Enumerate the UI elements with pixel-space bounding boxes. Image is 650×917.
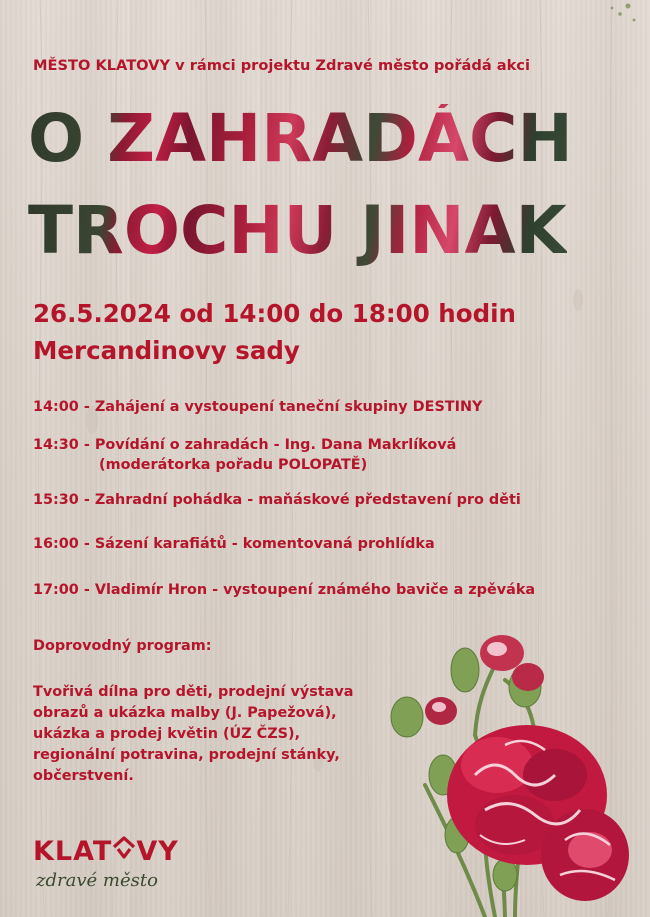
program-item: 17:00 - Vladimír Hron - vystoupení známého baviče a zpěváka bbox=[33, 582, 536, 598]
program-text: Povídání o zahradách - Ing. Dana Makrlíková bbox=[94, 437, 457, 453]
program-continuation: (moderátorka pořadu POLOPATĚ) bbox=[99, 457, 368, 473]
program-item: 15:30 - Zahradní pohádka - maňáskové představení pro děti bbox=[33, 492, 521, 508]
event-date: 26.5.2024 od 14:00 do 18:00 hodin bbox=[33, 299, 516, 328]
program-item: 14:00 - Zahájení a vystoupení taneční skupiny DESTINY bbox=[33, 399, 483, 415]
program-time: 14:30 bbox=[33, 437, 79, 453]
program-time: 14:00 bbox=[33, 399, 79, 415]
program-text: Vladimír Hron - vystoupení známého baviče a zpěváka bbox=[94, 582, 536, 598]
event-place: Mercandinovy sady bbox=[33, 336, 300, 365]
accompanying-line: regionální potravina, prodejní stánky, bbox=[33, 747, 340, 763]
program-time: 17:00 bbox=[33, 582, 79, 598]
program-text: Sázení karafiátů - komentovaná prohlídka bbox=[94, 536, 435, 552]
accompanying-line: obrazů a ukázka malby (J. Papežová), bbox=[33, 705, 337, 721]
program-text: Zahájení a vystoupení taneční skupiny DESTINY bbox=[94, 399, 483, 415]
title-line-2: TROCHU JINAK bbox=[28, 192, 567, 269]
program-time: 15:30 bbox=[33, 492, 79, 508]
program-item: 14:30 - Povídání o zahradách - Ing. Dana Makrlíková (moderátorka pořadu POLOPATĚ) bbox=[33, 437, 457, 473]
accompanying-line: Tvořivá dílna pro děti, prodejní výstava bbox=[33, 684, 354, 700]
program-item: 16:00 - Sázení karafiátů - komentovaná prohlídka bbox=[33, 536, 435, 552]
house-roof-logo-icon bbox=[112, 839, 136, 861]
logo-wordmark: KLAT VY bbox=[33, 836, 179, 867]
klatovy-logo bbox=[33, 836, 179, 891]
accompanying-line: ukázka a prodej květin (ÚZ ČZS), bbox=[33, 726, 301, 742]
logo-subtitle: zdravé město bbox=[36, 870, 158, 891]
carnation-flowers-illustration bbox=[385, 625, 650, 917]
program-time: 16:00 bbox=[33, 536, 79, 552]
accompanying-heading: Doprovodný program: bbox=[33, 638, 212, 654]
accompanying-line: občerstvení. bbox=[33, 768, 134, 784]
title-line-1: O ZAHRADÁCH bbox=[28, 100, 573, 177]
program-text: Zahradní pohádka - maňáskové představení pro děti bbox=[94, 492, 521, 508]
accompanying-list bbox=[33, 682, 403, 787]
intro-line: MĚSTO KLATOVY v rámci projektu Zdravé město pořádá akci bbox=[33, 57, 530, 74]
